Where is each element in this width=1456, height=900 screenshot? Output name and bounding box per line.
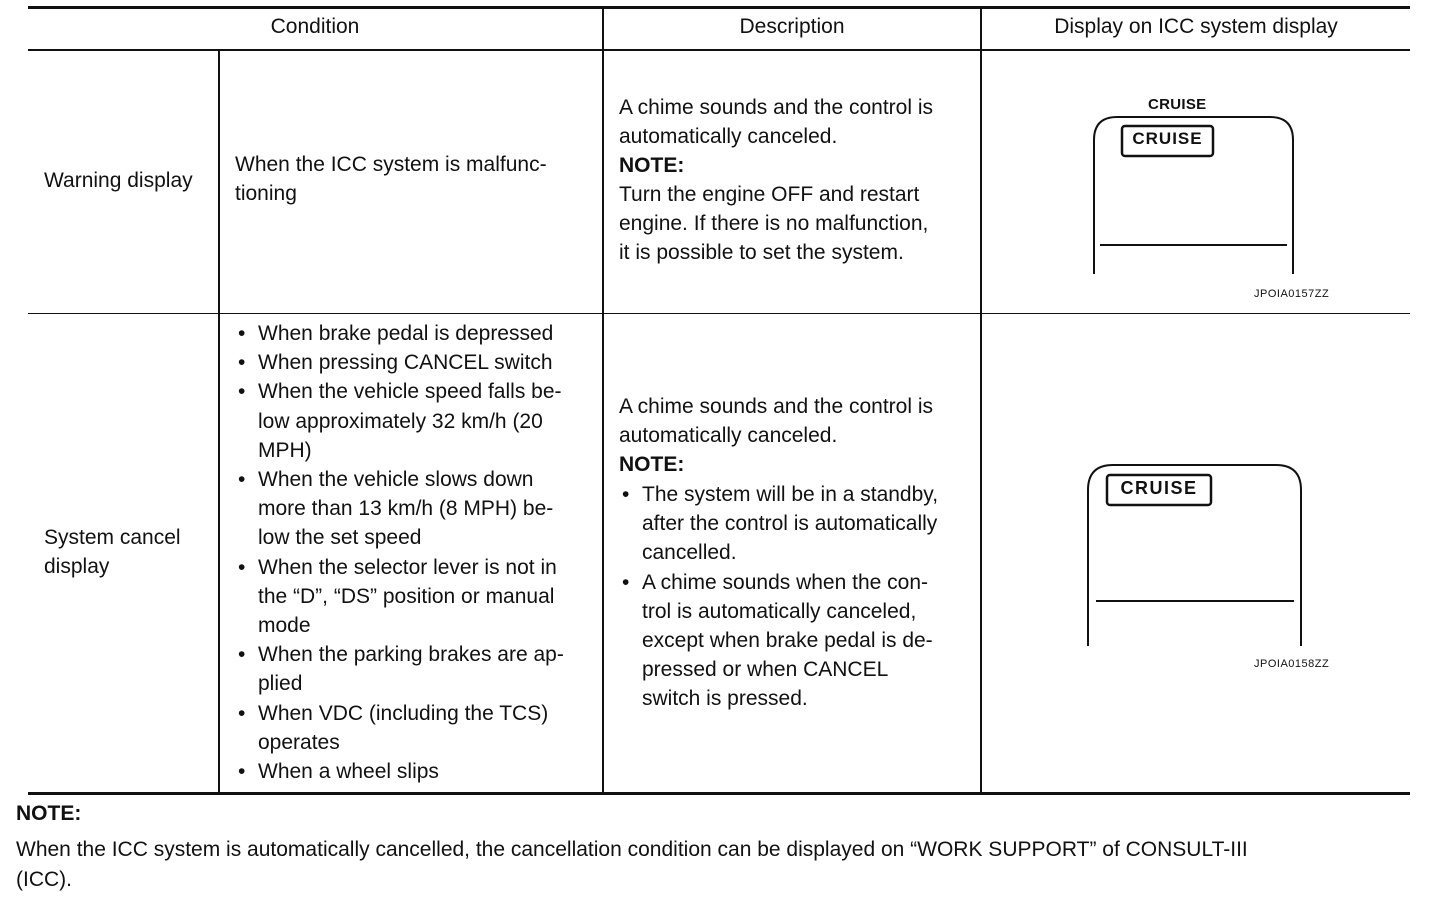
list-item-text: When brake pedal is depressed	[258, 322, 554, 345]
row1-note-label: NOTE:	[619, 154, 685, 177]
list-item	[618, 480, 978, 568]
list-item-text: The system will be in a standby, after the control is automatically cancelled.	[642, 483, 939, 565]
bullet-icon: •	[238, 351, 246, 375]
cruise-badge: CRUISE	[1120, 478, 1198, 498]
list-item	[234, 640, 598, 698]
list-item	[234, 699, 598, 757]
list-item-text: When the vehicle slows down more than 13 km/h (8 MPH) be- low the set speed	[258, 468, 554, 550]
icc-display-figure-cancel	[1080, 460, 1370, 680]
list-item-text: When pressing CANCEL switch	[258, 351, 553, 375]
footer-note-label: NOTE:	[16, 802, 82, 825]
list-item-text: When VDC (including the TCS) operates	[258, 701, 549, 754]
bullet-icon: •	[238, 555, 246, 579]
row1-description-text: A chime sounds and the control is automatically canceled.	[619, 96, 934, 148]
bullet-icon: •	[238, 701, 246, 725]
header-bottom-rule	[28, 49, 1410, 51]
list-item	[234, 553, 598, 641]
column-divider	[602, 8, 604, 794]
list-item-text: When the vehicle speed falls be- low approximately 32 km/h (20 MPH)	[258, 380, 562, 462]
row1-description	[619, 93, 979, 267]
cruise-badge: CRUISE	[1132, 129, 1203, 148]
row2-description	[619, 392, 979, 479]
bullet-icon: •	[238, 380, 246, 404]
bullet-icon: •	[238, 468, 246, 492]
list-item-text: When the parking brakes are ap- plied	[258, 643, 564, 696]
icc-display-illustration	[1080, 92, 1370, 307]
row2-note-label: NOTE:	[619, 453, 685, 476]
figure-id: JPOIA0158ZZ	[1254, 658, 1330, 670]
table-top-rule	[28, 6, 1410, 9]
row-label-warning-display: Warning display	[44, 169, 193, 192]
row2-condition-list	[234, 319, 598, 786]
list-item	[234, 377, 598, 465]
figure-id: JPOIA0157ZZ	[1254, 288, 1330, 300]
list-item-text: A chime sounds when the con- trol is automatically canceled, except when brake pedal is de- pressed or when CANCEL switch is pressed.	[642, 570, 933, 711]
row2-description-text: A chime sounds and the control is automatically canceled.	[619, 395, 934, 447]
cruise-indicator-label: CRUISE	[1148, 96, 1207, 113]
header-condition: Condition	[270, 15, 360, 38]
list-item	[234, 465, 598, 553]
list-item-text: When the selector lever is not in the “D”, “DS” position or manual mode	[258, 555, 557, 638]
bullet-icon: •	[238, 643, 246, 667]
list-item-text: When a wheel slips	[258, 760, 439, 784]
row2-note-list	[618, 480, 978, 714]
row1-condition: When the ICC system is malfunc- tioning	[235, 153, 547, 205]
header-display: Display on ICC system display	[1054, 15, 1338, 38]
header-description: Description	[739, 15, 845, 38]
column-divider	[980, 8, 982, 794]
list-item	[618, 568, 978, 714]
list-item	[234, 757, 598, 786]
bullet-icon: •	[238, 322, 246, 345]
bullet-icon: •	[238, 760, 246, 784]
row1-note-text: Turn the engine OFF and restart engine. If there is no malfunction, it is possible to set the system.	[619, 183, 929, 264]
bullet-icon: •	[622, 483, 630, 506]
row-divider	[28, 313, 1410, 314]
footer-note-text: When the ICC system is automatically cancelled, the cancellation condition can be displayed on “WORK SUPPORT” of CONSULT-III (ICC).	[16, 838, 1248, 891]
bullet-icon: •	[622, 570, 630, 594]
list-item	[234, 348, 598, 377]
table-bottom-rule	[28, 792, 1410, 795]
list-item	[234, 319, 598, 348]
icc-display-figure-warning	[1080, 92, 1370, 307]
row-label-system-cancel-display: System cancel display	[44, 526, 181, 578]
column-divider	[218, 50, 220, 794]
